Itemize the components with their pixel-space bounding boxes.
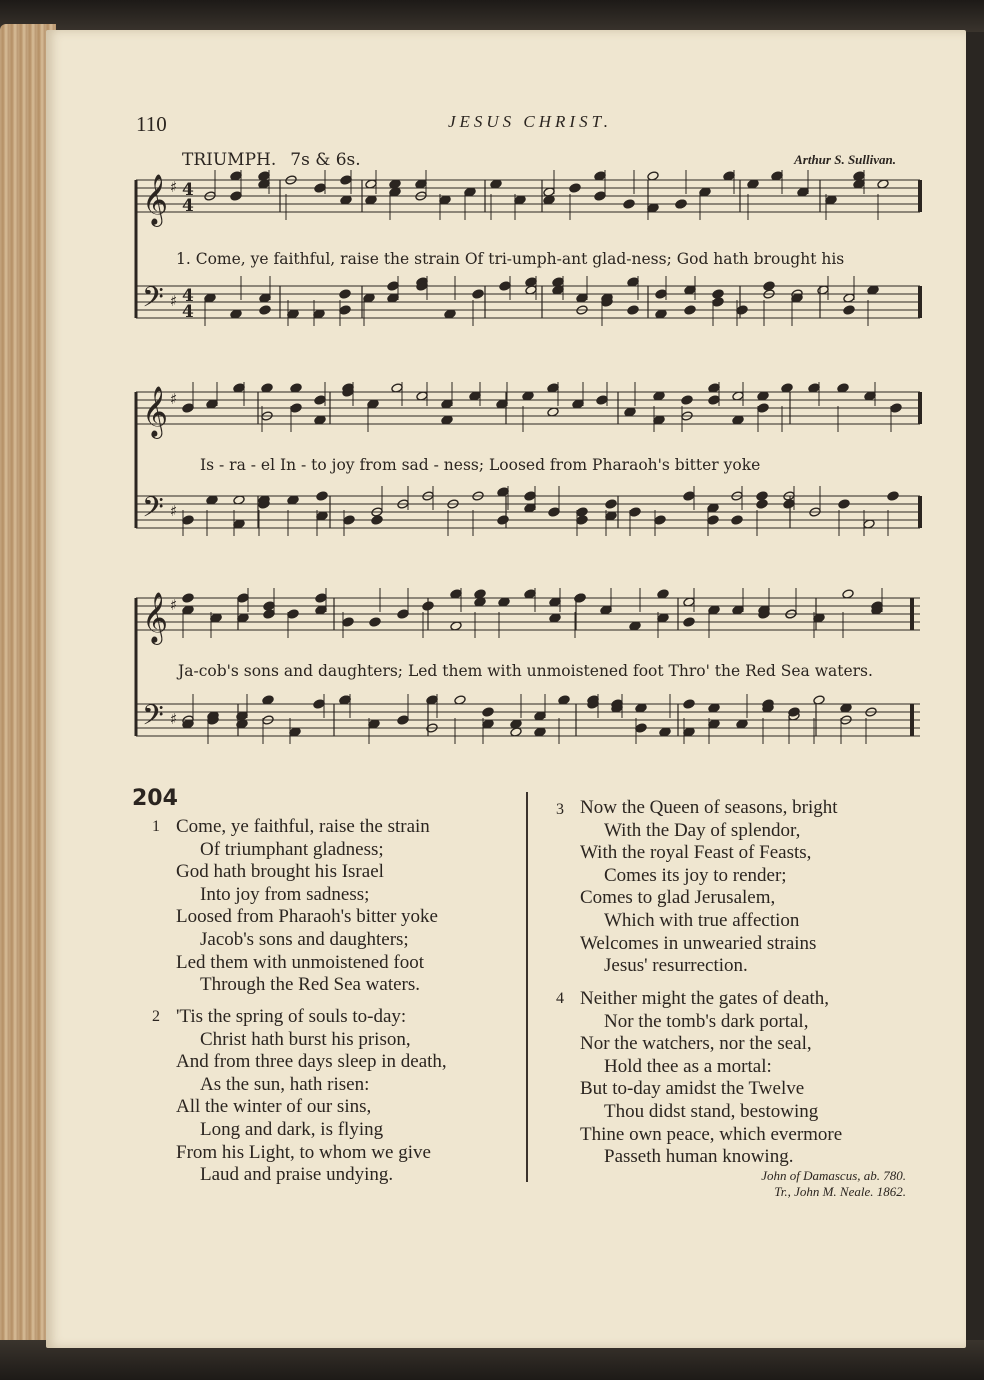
note-head: [315, 593, 327, 603]
note-head: [482, 707, 494, 717]
stanza-number: 2: [152, 1008, 160, 1025]
note-head: [259, 305, 271, 315]
column-divider: [526, 792, 528, 1182]
note-head: [230, 191, 242, 201]
stanza-line: 'Tis the spring of souls to-day:: [176, 1006, 407, 1027]
tune-heading: [182, 150, 361, 170]
note-head: [605, 499, 617, 509]
note-head: [339, 289, 351, 299]
lyric-line-3: Ja-cob's sons and daughters; Led them with unmoistened foot Thro' the Red Sea waters.: [178, 662, 873, 680]
bass-clef-icon: 𝄢: [142, 699, 164, 739]
note-head: [655, 289, 667, 299]
note-head: [654, 515, 666, 525]
note-head: [263, 609, 275, 619]
note-head: [569, 183, 581, 193]
note-head: [524, 491, 536, 501]
stanza-line: But to-day amidst the Twelve: [580, 1078, 805, 1100]
note-head: [497, 515, 509, 525]
translator-attribution: Tr., John M. Neale. 1862.: [774, 1184, 906, 1199]
stanza-line: With the Day of splendor,: [604, 819, 801, 841]
stanza-line: With the royal Feast of Feasts,: [580, 842, 812, 864]
stanza-line: From his Light, to whom we give: [176, 1141, 431, 1163]
note-head: [290, 403, 302, 413]
note-head: [422, 601, 434, 611]
author-attribution: John of Damascus, ab. 780.: [761, 1168, 906, 1183]
note-head: [731, 515, 743, 525]
treble-clef-icon: 𝄞: [142, 592, 169, 643]
note-head: [629, 507, 641, 517]
stanza-2: [152, 1006, 447, 1187]
note-head: [397, 609, 409, 619]
lyric-line-1: 1. Come, ye faithful, raise the strain Of tri-umph-ant glad-ness; God hath brought his: [176, 250, 845, 268]
running-head: JESUS CHRIST.: [447, 112, 613, 131]
stanza-4: [556, 988, 842, 1169]
sharp-icon: ♯: [170, 710, 178, 728]
note-head: [237, 593, 249, 603]
note-head: [708, 395, 720, 405]
stanza-line: Come, ye faithful, raise the strain: [176, 816, 430, 837]
note-head: [576, 507, 588, 517]
treble-clef-icon: 𝄞: [142, 174, 169, 225]
stanza-line: Comes to glad Jerusalem,: [580, 887, 776, 909]
treble-clef-icon: 𝄞: [142, 386, 169, 437]
tune-name: TRIUMPH.: [182, 150, 277, 170]
note-head: [369, 617, 381, 627]
stanza-line: Welcomes in unwearied strains: [580, 932, 817, 954]
bass-clef-icon: 𝄢: [142, 491, 164, 531]
stanza-1: [152, 816, 438, 997]
book-binding-top: [0, 0, 984, 32]
stanza-3: [556, 797, 838, 978]
note-head: [594, 191, 606, 201]
stanza-line: Jesus' resurrection.: [604, 955, 748, 977]
note-head: [843, 305, 855, 315]
note-head: [712, 289, 724, 299]
stanza-line: Neither might the gates of death,: [580, 988, 830, 1009]
stanza-line: Now the Queen of seasons, bright: [580, 797, 838, 818]
stanza-number: 4: [556, 990, 564, 1007]
time-signature-bottom: 4: [182, 302, 194, 322]
stanza-line: Christ hath burst his prison,: [200, 1028, 411, 1050]
note-head: [314, 183, 326, 193]
stanza-line: Passeth human knowing.: [604, 1146, 794, 1168]
note-head: [684, 305, 696, 315]
time-signature-top: 4: [182, 180, 194, 200]
note-head: [472, 289, 484, 299]
note-head: [681, 395, 693, 405]
stanza-line: Comes its joy to render;: [604, 864, 787, 886]
time-signature-bottom: 4: [182, 196, 194, 216]
note-head: [683, 491, 695, 501]
note-head: [371, 515, 383, 525]
stanza-line: Led them with unmoistened foot: [176, 951, 425, 973]
note-head: [387, 281, 399, 291]
bass-clef-icon: 𝄢: [142, 281, 164, 321]
composer: Arthur S. Sullivan.: [794, 152, 896, 167]
note-head: [838, 499, 850, 509]
stanza-line: As the sun, hath risen:: [200, 1073, 370, 1095]
stanza-line: Thou didst stand, bestowing: [604, 1100, 819, 1122]
page-number: 110: [136, 112, 167, 136]
note-head: [343, 515, 355, 525]
stanza-line: Jacob's sons and daughters;: [200, 928, 409, 950]
note-head: [623, 199, 635, 209]
note-head: [314, 395, 326, 405]
sharp-icon: ♯: [170, 596, 178, 614]
sharp-icon: ♯: [170, 178, 178, 196]
stanza-line: And from three days sleep in death,: [176, 1051, 447, 1073]
sharp-icon: ♯: [170, 292, 178, 310]
note-head: [890, 403, 902, 413]
note-head: [707, 515, 719, 525]
note-head: [182, 515, 194, 525]
note-head: [313, 699, 325, 709]
time-signature-top: 4: [182, 286, 194, 306]
stanza-line: All the winter of our sins,: [176, 1096, 372, 1118]
stanza-line: Of triumphant gladness;: [200, 838, 384, 860]
stanza-line: Nor the tomb's dark portal,: [604, 1010, 809, 1032]
note-head: [683, 617, 695, 627]
stanza-number: 1: [152, 818, 160, 835]
note-head: [756, 499, 768, 509]
note-head: [763, 281, 775, 291]
stanza-line: Through the Red Sea waters.: [200, 974, 421, 996]
hymn-number: 204: [132, 786, 178, 811]
note-head: [182, 403, 194, 413]
note-head: [736, 305, 748, 315]
note-head: [397, 715, 409, 725]
note-head: [887, 491, 899, 501]
lyric-line-2: Is - ra - el In - to joy from sad - ness; Loosed from Pharaoh's bitter yoke: [200, 456, 761, 474]
stanza-line: Hold thee as a mortal:: [604, 1055, 772, 1077]
note-head: [596, 395, 608, 405]
note-head: [683, 699, 695, 709]
stanza-line: Nor the watchers, nor the seal,: [580, 1033, 812, 1055]
stanza-line: Thine own peace, which evermore: [580, 1123, 843, 1145]
note-head: [287, 609, 299, 619]
note-head: [757, 403, 769, 413]
note-head: [182, 593, 194, 603]
tune-meter: 7s & 6s.: [290, 150, 361, 170]
stanza-number: 3: [556, 801, 564, 818]
note-head: [548, 507, 560, 517]
sharp-icon: ♯: [170, 502, 178, 520]
stanza-line: God hath brought his Israel: [176, 861, 384, 883]
note-head: [342, 617, 354, 627]
stanza-line: Which with true affection: [604, 909, 800, 931]
note-head: [316, 491, 328, 501]
sharp-icon: ♯: [170, 390, 178, 408]
stanza-line: Into joy from sadness;: [200, 883, 370, 905]
note-head: [574, 593, 586, 603]
note-head: [340, 175, 352, 185]
stanza-line: Laud and praise undying.: [200, 1164, 394, 1186]
note-head: [627, 305, 639, 315]
note-head: [635, 723, 647, 733]
note-head: [499, 281, 511, 291]
stanza-line: Long and dark, is flying: [200, 1118, 384, 1140]
note-head: [339, 305, 351, 315]
stanza-line: Loosed from Pharaoh's bitter yoke: [176, 906, 438, 928]
